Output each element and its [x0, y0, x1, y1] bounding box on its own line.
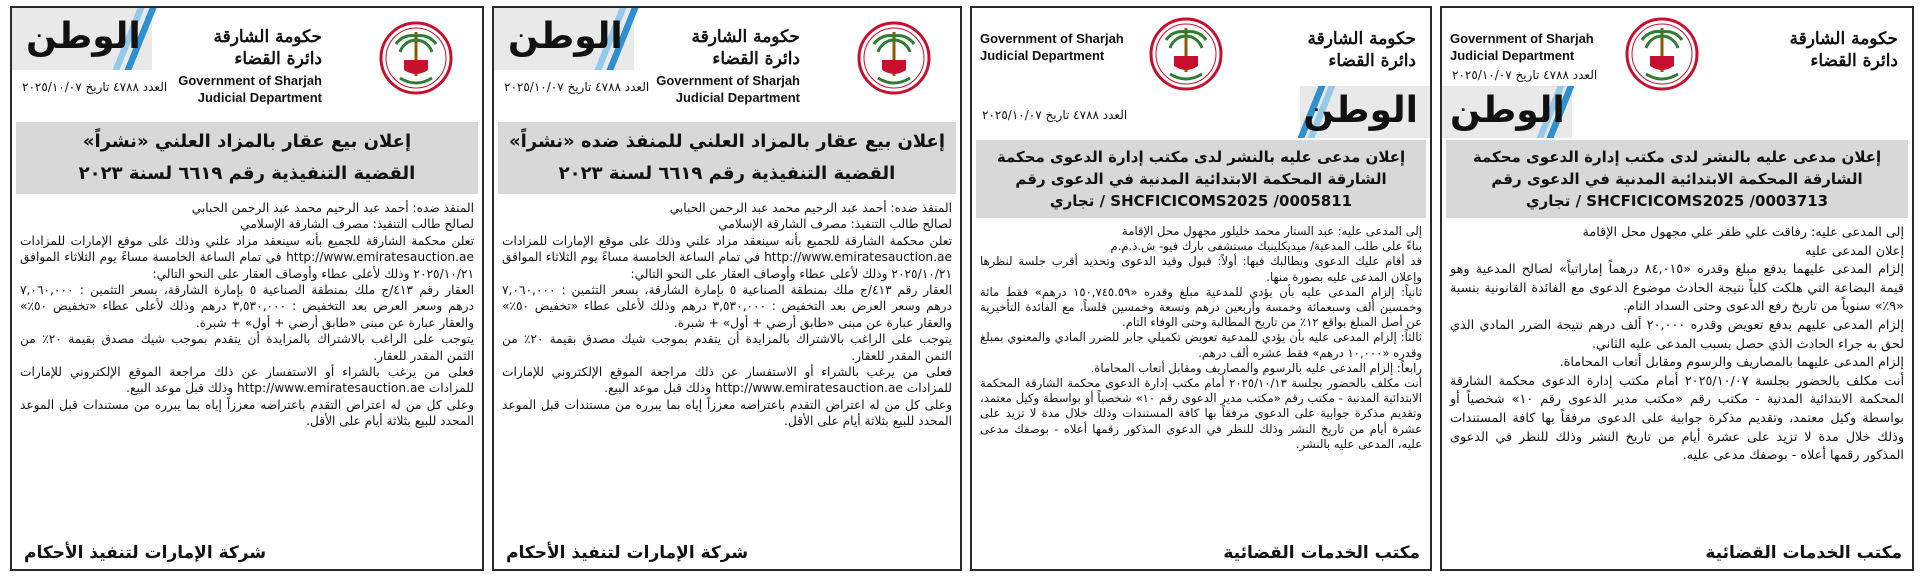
issue-date: العدد ٤٧٨٨ تاريخ ٢٠٢٥/١٠/٠٧ — [982, 108, 1128, 122]
gov-english-name: Government of Sharjah Judicial Department — [1450, 31, 1594, 63]
signature: مكتب الخدمات القضائية — [1223, 543, 1420, 563]
signature: شركة الإمارات لتنفيذ الأحكام — [24, 543, 267, 563]
gov-arabic-name: حكومة الشارقة دائرة القضاء — [1307, 29, 1416, 71]
notice-header — [1442, 8, 1912, 140]
notice-title: إعلان بيع عقار بالمزاد العلني «نشراً» القضية التنفيذية رقم ٦٦١٩ لسنة ٢٠٢٣ — [16, 122, 478, 194]
notice-header — [12, 8, 482, 108]
notice-body: إلى المدعى عليه: عبد الستار محمد خليلور مجهول محل الإقامة بناءً على طلب المدعية/ ميديكلينيك مستشفى بارك فيو- ش.ذ.م.م قد أقام عليك الدعوى ويطالبك فيها: أولاً: قبول وقيد الدعوى وتحديد أقرب جلسة لنظرها وإعلان المدعى عليه بصورة منها. ثانياً: إلزام المدعى عليه بأن يؤدي للمدعية مبلغ وقدره «١٥٠,٧٤٥.٥٩ درهم» فقط مائة وخمسين ألف وسبعمائة وخمسة وأربعين درهم وتسعة وخمسين فلساً، مع الفائدة التأخيرية عن أصل المبلغ بواقع ١٢٪ من تاريخ المطالبة وحتى الوفاء التام. ثالثاً: إلزام المدعى عليه بأن يؤدي للمدعية تعويض تكميلي جابر للضرر المادي والمعنوي بمبلغ وقدره «١٠,٠٠٠ درهم» فقط عشره ألف درهم. رابعاً: إلزام المدعى عليه بالرسوم والمصاريف ومقابل أتعاب المحاماة. أنت مكلف بالحضور بجلسة ٢٠٢٥/١٠/١٣ أمام مكتب إدارة الدعوى محكمة الشارقة المحكمة الابتدائية المدنية - مكتب رقم «مكتب مدير الدعوى رقم ١٠» شخصياً أو بواسطة وكيل معتمد، وتقديم مذكرة جوابية على الدعوى مرفقاً بها كافة المستندات وذلك خلال مدة لا تزيد على عشرة أيام من تاريخ النشر وذلك للنظر في الدعوى المذكور رقمها أعلاه - بوصفك مدعى عليه، المدعى عليه بالنشر. — [980, 224, 1422, 451]
notice-column-3 — [492, 6, 962, 571]
notice-title: إعلان مدعى عليه بالنشر لدى مكتب إدارة الدعوى محكمة الشارقة المحكمة الابتدائية المدنية في الدعوى رقم SHCFICICOMS2025 /0005811 / تجاري — [976, 140, 1426, 218]
sharjah-emblem-icon — [856, 20, 932, 96]
sharjah-emblem-icon — [1624, 16, 1700, 92]
gov-arabic-name: حكومة الشارقة دائرة القضاء — [213, 27, 322, 69]
notice-header — [972, 8, 1430, 140]
notice-body: المنفذ ضده: أحمد عبد الرحيم محمد عبد الرحمن الحبابي لصالح طالب التنفيذ: مصرف الشارقة الإسلامي تعلن محكمة الشارقة للجميع بأنه سينعقد مزاد علني وذلك على موقع الإمارات للمزادات http://www.emiratesauction.ae في تمام الساعة الخامسة مساءً يوم الثلاثاء الموافق ٢٠٢٥/١٠/٢١ وذلك لأعلى عطاء وأوصاف العقار على النحو التالي: العقار رقم ٤١٣/ج ملك بمنطقة الصناعية ٥ بإمارة الشارقة، بسعر التثمين : ٧,٠٦٠,٠٠٠ درهم وسعر العرض بعد التخفيض : ٣,٥٣٠,٠٠٠ درهم وذلك لأعلى عطاء «تخفيض ٥٠٪» والعقار عبارة عن مبنى «طابق أرضي + أول» + شبرة. يتوجب على الراغب بالاشتراك بالمزايدة أن يتقدم بموجب شيك مصدق بقيمة ٢٠٪ من الثمن المقدر للعقار. فعلى من يرغب بالشراء أو الاستفسار عن ذلك مراجعة الموقع الإلكتروني للإمارات للمزادات http://www.emiratesauction.ae وذلك قبل موعد البيع. وعلى كل من له اعتراض التقدم باعتراضه معززاً إياه بما يبرره من مستندات قبل الموعد المحدد للبيع بثلاثة أيام على الأقل. — [20, 201, 474, 429]
alwatan-logo: الوطن — [1300, 86, 1430, 138]
gov-english-name: Government of Sharjah Judicial Department — [178, 73, 322, 105]
notice-body: المنفذ ضده: أحمد عبد الرحيم محمد عبد الرحمن الحبابي لصالح طالب التنفيذ: مصرف الشارقة الإسلامي تعلن محكمة الشارقة للجميع بأنه سينعقد مزاد علني وذلك على موقع الإمارات للمزادات http://www.emiratesauction.ae في تمام الساعة الخامسة مساءً يوم الثلاثاء الموافق ٢٠٢٥/١٠/٢١ وذلك لأعلى عطاء وأوصاف العقار على النحو التالي: العقار رقم ٤١٣/ج ملك بمنطقة الصناعية ٥ بإمارة الشارقة، بسعر التثمين : ٧,٠٦٠,٠٠٠ درهم وسعر العرض بعد التخفيض : ٣,٥٣٠,٠٠٠ درهم وذلك لأعلى عطاء «تخفيض ٥٠٪» والعقار عبارة عن مبنى «طابق أرضي + أول» + شبرة. يتوجب على الراغب بالاشتراك بالمزايدة أن يتقدم بموجب شيك مصدق بقيمة ٢٠٪ من الثمن المقدر للعقار. فعلى من يرغب بالشراء أو الاستفسار عن ذلك مراجعة الموقع الإلكتروني للإمارات للمزادات http://www.emiratesauction.ae وذلك قبل موعد البيع. وعلى كل من له اعتراض التقدم باعتراضه معززاً إياه بما يبرره من مستندات قبل الموعد المحدد للبيع بثلاثة أيام على الأقل. — [502, 201, 952, 429]
gov-english-name: Government of Sharjah Judicial Department — [656, 73, 800, 105]
alwatan-logo: الوطن — [494, 8, 634, 70]
gov-english-name: Government of Sharjah Judicial Department — [980, 31, 1124, 63]
notice-column-1 — [1440, 6, 1914, 571]
sharjah-emblem-icon — [1148, 16, 1224, 92]
notice-title: إعلان مدعى عليه بالنشر لدى مكتب إدارة الدعوى محكمة الشارقة المحكمة الابتدائية المدنية في الدعوى رقم SHCFICICOMS2025 /0003713 / تجاري — [1446, 140, 1908, 218]
notice-title: إعلان بيع عقار بالمزاد العلني للمنفذ ضده «نشراً» القضية التنفيذية رقم ٦٦١٩ لسنة ٢٠٢٣ — [498, 122, 956, 194]
signature: مكتب الخدمات القضائية — [1705, 543, 1902, 563]
issue-date: العدد ٤٧٨٨ تاريخ ٢٠٢٥/١٠/٠٧ — [22, 80, 168, 94]
sharjah-emblem-icon — [378, 20, 454, 96]
notice-body: إلى المدعى عليه: رفاقت علي ظفر علي مجهول محل الإقامة إعلان المدعى عليه إلزام المدعى عليهما بدفع مبلغ وقدره «٨٤,٠١٥ درهماً إماراتياً» لصالح المدعية وهو قيمة البضاعة التي هلكت كلياً نتيجة الحادث موضوع الدعوى مع الفائدة القانونية بنسبة «٩٪» سنوياً من تاريخ رفع الدعوى وحتى السداد التام. إلزام المدعى عليهم بدفع تعويض وقدره ٢٠,٠٠٠ ألف درهم نتيجة الضرر المادي الذي لحق به جراء الحادث الذي حصل بسبب المدعى عليه الثاني. إلزام المدعى عليهما بالمصاريف والرسوم ومقابل أتعاب المحاماة. أنت مكلف بالحضور بجلسة ٢٠٢٥/١٠/٠٧ أمام مكتب إدارة الدعوى محكمة الشارقة المحكمة الابتدائية المدنية - مكتب رقم «مكتب مدير الدعوى رقم ١٠» شخصياً أو بواسطة وكيل معتمد، وتقديم مذكرة جوابية على الدعوى مرفقاً بها كافة المستندات وذلك خلال مدة لا تزيد على عشرة أيام من تاريخ النشر وذلك للنظر في الدعوى المذكور رقمها أعلاه - بوصفك مدعى عليه. — [1450, 225, 1905, 464]
notice-header — [494, 8, 960, 108]
notice-column-2 — [970, 6, 1432, 571]
issue-date: العدد ٤٧٨٨ تاريخ ٢٠٢٥/١٠/٠٧ — [1452, 68, 1598, 82]
issue-date: العدد ٤٧٨٨ تاريخ ٢٠٢٥/١٠/٠٧ — [504, 80, 650, 94]
alwatan-logo: الوطن — [12, 8, 152, 70]
notice-column-4 — [10, 6, 484, 571]
gov-arabic-name: حكومة الشارقة دائرة القضاء — [691, 27, 800, 69]
alwatan-logo: الوطن — [1442, 86, 1572, 138]
signature: شركة الإمارات لتنفيذ الأحكام — [506, 543, 749, 563]
gov-arabic-name: حكومة الشارقة دائرة القضاء — [1789, 29, 1898, 71]
